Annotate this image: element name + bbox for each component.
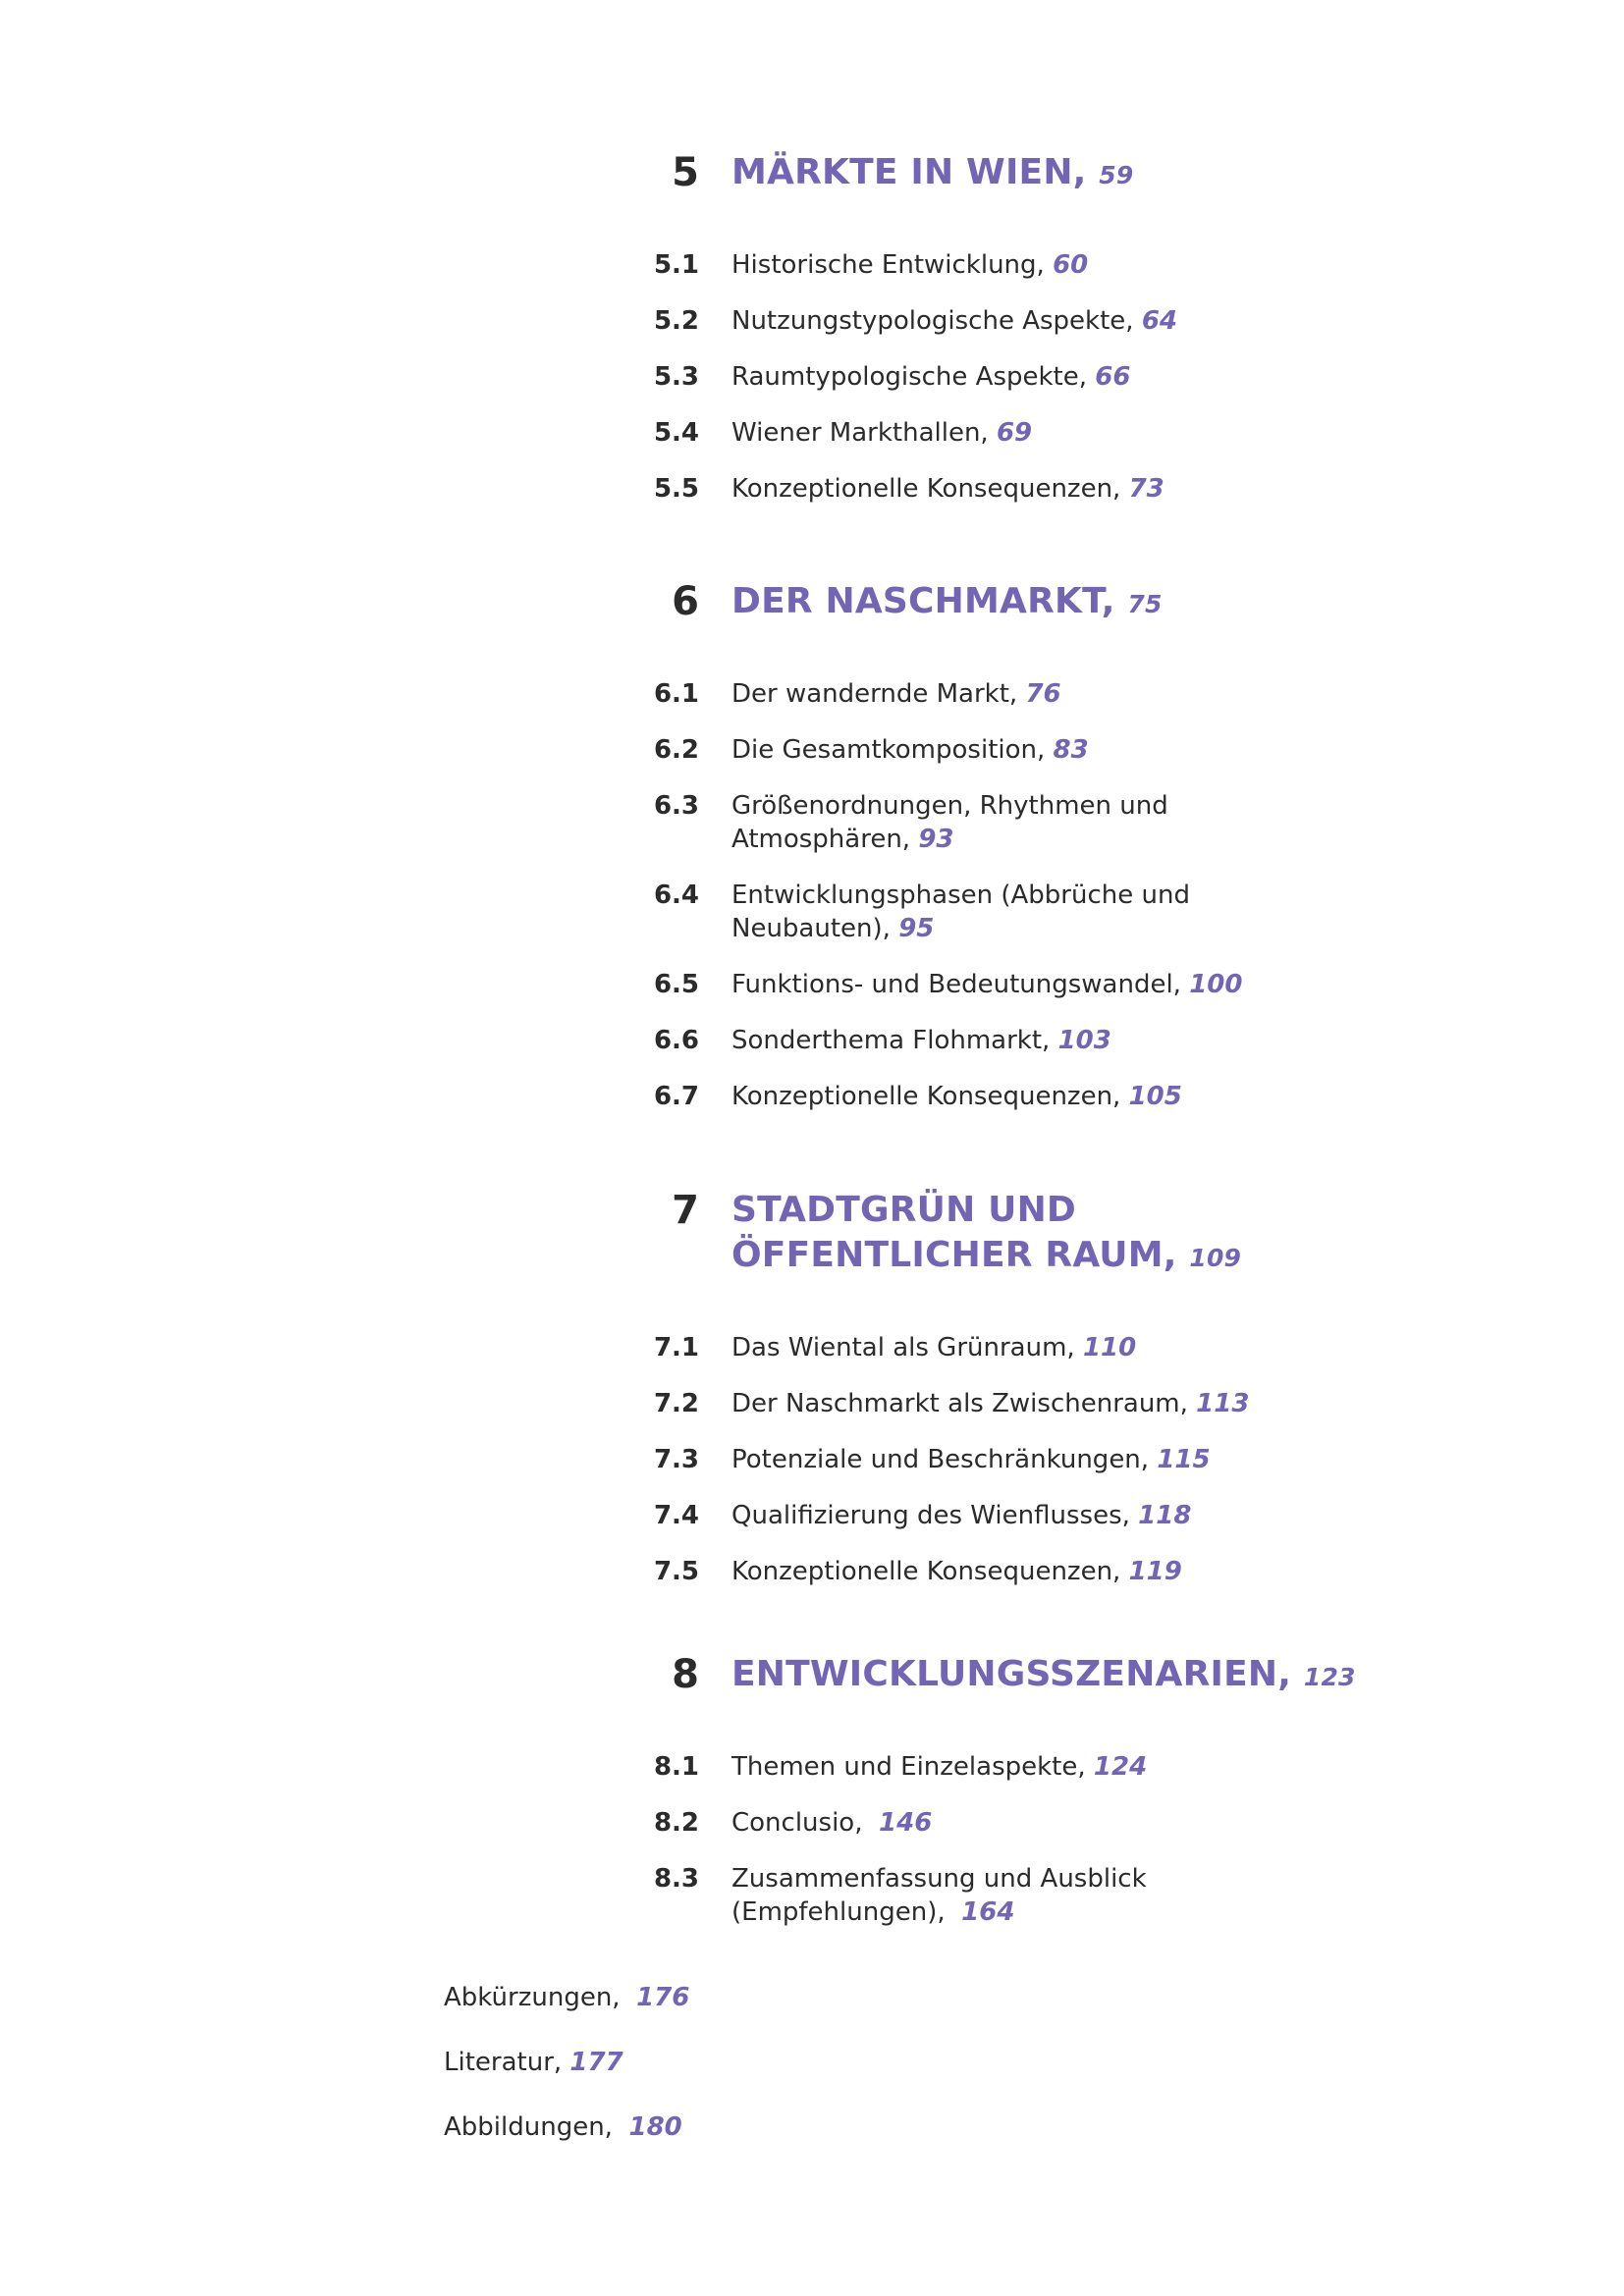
section-page-number: 64 [1141, 306, 1178, 336]
section-number: 6.5 [653, 970, 699, 999]
section-number: 5.3 [653, 362, 699, 392]
section-title: Potenziale und Beschränkungen, 115 [731, 1445, 1211, 1474]
section-page-number: 69 [996, 418, 1033, 448]
section-title: Der wandernde Markt, 76 [731, 679, 1061, 709]
section-title: Historische Entwicklung, 60 [731, 250, 1089, 280]
chapter-heading[interactable] [0, 1652, 1624, 1750]
toc-entry-5-3[interactable] [0, 360, 1624, 416]
appendix-title: Literatur, [444, 2048, 563, 2077]
toc-entry-6-1[interactable] [0, 677, 1624, 733]
toc-entry-7-1[interactable] [0, 1331, 1624, 1387]
chapter-title: DER NASCHMARKT, 75 [731, 581, 1163, 621]
section-title: Themen und Einzelaspekte, 124 [731, 1752, 1148, 1782]
chapter-number: 7 [672, 1188, 699, 1233]
appendix-entry-abbildungen[interactable] [444, 2110, 682, 2144]
section-number: 8.3 [653, 1864, 699, 1894]
section-page-number: 105 [1128, 1082, 1182, 1111]
section-number: 7.3 [653, 1445, 699, 1474]
chapter-page-number: 123 [1303, 1663, 1356, 1691]
section-title: Nutzungstypologische Aspekte, 64 [731, 306, 1178, 336]
section-title: Konzeptionelle Konsequenzen, 73 [731, 474, 1164, 504]
section-page-number: 66 [1095, 362, 1131, 392]
section-page-number: 110 [1082, 1333, 1137, 1362]
section-title: Wiener Markthallen, 69 [731, 418, 1033, 448]
section-title: Konzeptionelle Konsequenzen, 105 [731, 1082, 1182, 1111]
chapter-title: MÄRKTE IN WIEN, 59 [731, 152, 1134, 192]
toc-entry-6-2[interactable] [0, 733, 1624, 789]
toc-entry-5-4[interactable] [0, 416, 1624, 472]
section-number: 6.2 [653, 735, 699, 765]
section-page-number: 93 [918, 825, 954, 854]
section-page-number: 100 [1189, 970, 1243, 999]
appendix-title: Abbildungen, [444, 2112, 613, 2142]
section-title: Funktions- und Bedeutungswandel, 100 [731, 970, 1243, 999]
section-number: 7.2 [653, 1389, 699, 1418]
section-title: Das Wiental als Grünraum, 110 [731, 1333, 1137, 1362]
chapter-7 [0, 1188, 1624, 1611]
section-number: 7.4 [653, 1501, 699, 1530]
chapter-page-number: 75 [1127, 590, 1163, 618]
section-number: 6.4 [653, 881, 699, 910]
toc-entry-6-3[interactable] [0, 789, 1624, 879]
section-number: 6.1 [653, 679, 699, 709]
section-number: 6.3 [653, 791, 699, 821]
chapter-page-number: 59 [1099, 161, 1134, 189]
chapter-number: 8 [672, 1652, 699, 1697]
toc-entry-5-1[interactable] [0, 248, 1624, 304]
toc-entry-8-3[interactable] [0, 1862, 1624, 1951]
section-number: 7.1 [653, 1333, 699, 1362]
section-page-number: 83 [1053, 735, 1089, 765]
section-title: Raumtypologische Aspekte, 66 [731, 362, 1131, 392]
section-page-number: 73 [1128, 474, 1164, 504]
section-page-number: 60 [1053, 250, 1089, 280]
chapter-8 [0, 1652, 1624, 1951]
appendix-entry-abkuerzungen[interactable] [444, 1981, 689, 2014]
section-number: 7.5 [653, 1557, 699, 1586]
appendix-page-number: 180 [628, 2112, 682, 2142]
section-list [0, 1331, 1624, 1611]
appendix-page-number: 177 [569, 2048, 623, 2077]
toc-entry-8-2[interactable] [0, 1806, 1624, 1862]
section-page-number: 118 [1138, 1501, 1192, 1530]
chapter-heading[interactable] [0, 1188, 1624, 1331]
section-number: 5.5 [653, 474, 699, 504]
chapter-number: 6 [672, 579, 699, 624]
section-page-number: 115 [1157, 1445, 1211, 1474]
section-page-number: 146 [879, 1808, 933, 1838]
toc-entry-7-2[interactable] [0, 1387, 1624, 1443]
toc-entry-8-1[interactable] [0, 1750, 1624, 1806]
section-title: Qualifizierung des Wienflusses, 118 [731, 1501, 1192, 1530]
section-number: 5.2 [653, 306, 699, 336]
toc-entry-6-6[interactable] [0, 1024, 1624, 1080]
section-title: Der Naschmarkt als Zwischenraum, 113 [731, 1389, 1250, 1418]
section-list [0, 677, 1624, 1136]
chapter-6 [0, 579, 1624, 1136]
section-page-number: 113 [1196, 1389, 1250, 1418]
toc-entry-6-5[interactable] [0, 968, 1624, 1024]
chapter-number: 5 [672, 150, 699, 195]
section-page-number: 124 [1093, 1752, 1148, 1782]
toc-entry-7-3[interactable] [0, 1443, 1624, 1499]
section-title: Zusammenfassung und Ausblick (Empfehlungen), 164 [731, 1864, 1147, 1927]
chapter-title: ENTWICKLUNGSSZENARIEN, 123 [731, 1654, 1356, 1694]
section-title: Konzeptionelle Konsequenzen, 119 [731, 1557, 1182, 1586]
toc-entry-5-5[interactable] [0, 472, 1624, 528]
section-title: Entwicklungsphasen (Abbrüche und Neubauten), 95 [731, 881, 1190, 943]
toc-entry-7-5[interactable] [0, 1555, 1624, 1611]
appendix-title: Abkürzungen, [444, 1983, 621, 2012]
appendix-page-number: 176 [636, 1983, 690, 2012]
section-number: 8.2 [653, 1808, 699, 1838]
chapter-page-number: 109 [1189, 1244, 1242, 1272]
chapter-heading[interactable] [0, 579, 1624, 677]
section-number: 8.1 [653, 1752, 699, 1782]
toc-entry-5-2[interactable] [0, 304, 1624, 360]
chapter-5 [0, 150, 1624, 528]
toc-entry-6-4[interactable] [0, 879, 1624, 968]
section-page-number: 103 [1057, 1026, 1111, 1055]
section-title: Größenordnungen, Rhythmen und Atmosphären, 93 [731, 791, 1168, 854]
toc-entry-7-4[interactable] [0, 1499, 1624, 1555]
section-list [0, 248, 1624, 528]
section-title: Die Gesamtkomposition, 83 [731, 735, 1089, 765]
section-number: 6.6 [653, 1026, 699, 1055]
section-title: Sonderthema Flohmarkt, 103 [731, 1026, 1111, 1055]
section-list [0, 1750, 1624, 1951]
section-page-number: 119 [1128, 1557, 1182, 1586]
chapter-title: STADTGRÜN UND ÖFFENTLICHER RAUM, 109 [731, 1190, 1242, 1275]
section-page-number: 164 [961, 1897, 1015, 1927]
section-number: 5.1 [653, 250, 699, 280]
section-page-number: 95 [898, 914, 935, 943]
appendix-entry-literatur[interactable] [444, 2046, 623, 2079]
toc-entry-6-7[interactable] [0, 1080, 1624, 1136]
section-number: 5.4 [653, 418, 699, 448]
section-number: 6.7 [653, 1082, 699, 1111]
section-title: Conclusio, 146 [731, 1808, 933, 1838]
section-page-number: 76 [1025, 679, 1061, 709]
chapter-heading[interactable] [0, 150, 1624, 248]
